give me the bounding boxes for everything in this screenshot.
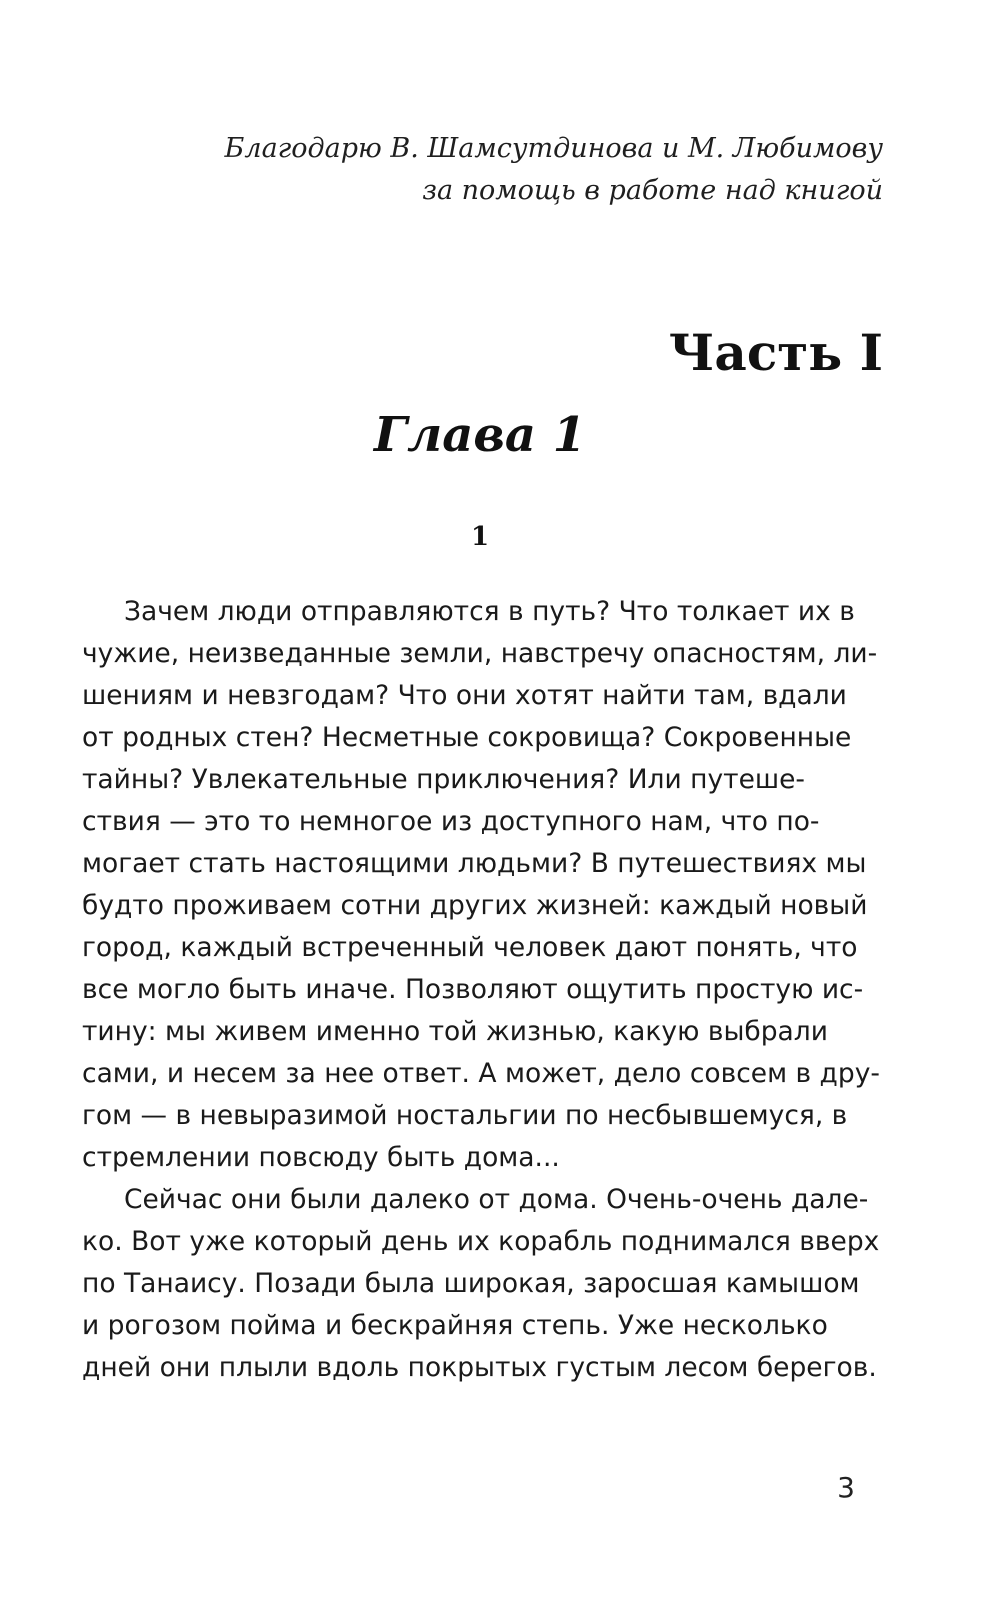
text-line: Зачем люди отправляются в путь? Что толкает их в bbox=[124, 596, 855, 627]
text-line: ствия — это то немногое из доступного нам, что по- bbox=[82, 806, 820, 837]
paragraph bbox=[82, 591, 882, 1179]
dedication bbox=[183, 128, 883, 212]
text-line: по Танаису. Позади была широкая, заросшая камышом bbox=[82, 1268, 860, 1299]
body-text bbox=[82, 591, 882, 1389]
chapter-title: Глава 1 bbox=[373, 407, 587, 463]
text-line: сами, и несем за нее ответ. А может, дело совсем в дру- bbox=[82, 1058, 880, 1089]
text-line: чужие, неизведанные земли, навстречу опасностям, ли- bbox=[82, 638, 878, 669]
page-number: 3 bbox=[837, 1471, 855, 1504]
text-line: стремлении повсюду быть дома... bbox=[82, 1142, 560, 1173]
text-line: все могло быть иначе. Позволяют ощутить простую ис- bbox=[82, 974, 864, 1005]
text-line: от родных стен? Несметные сокровища? Сокровенные bbox=[82, 722, 852, 753]
dedication-line: Благодарю В. Шамсутдинова и М. Любимову bbox=[224, 133, 883, 164]
part-title: Часть I bbox=[668, 323, 883, 382]
text-line: шениям и невзгодам? Что они хотят найти там, вдали bbox=[82, 680, 847, 711]
text-line: и рогозом пойма и бескрайняя степь. Уже несколько bbox=[82, 1310, 828, 1341]
text-line: гом — в невыразимой ностальгии по несбывшемуся, в bbox=[82, 1100, 848, 1131]
dedication-line: за помощь в работе над книгой bbox=[422, 175, 883, 206]
section-number: 1 bbox=[470, 522, 490, 552]
text-line: тайны? Увлекательные приключения? Или путеше- bbox=[82, 764, 805, 795]
text-line: дней они плыли вдоль покрытых густым лесом берегов. bbox=[82, 1352, 877, 1383]
text-line: Сейчас они были далеко от дома. Очень-очень дале- bbox=[124, 1184, 869, 1215]
text-line: ко. Вот уже который день их корабль поднимался вверх bbox=[82, 1226, 880, 1257]
paragraph bbox=[82, 1179, 882, 1389]
text-line: будто проживаем сотни других жизней: каждый новый bbox=[82, 890, 868, 921]
text-line: тину: мы живем именно той жизнью, какую выбрали bbox=[82, 1016, 828, 1047]
text-line: могает стать настоящими людьми? В путешествиях мы bbox=[82, 848, 867, 879]
text-line: город, каждый встреченный человек дают понять, что bbox=[82, 932, 858, 963]
